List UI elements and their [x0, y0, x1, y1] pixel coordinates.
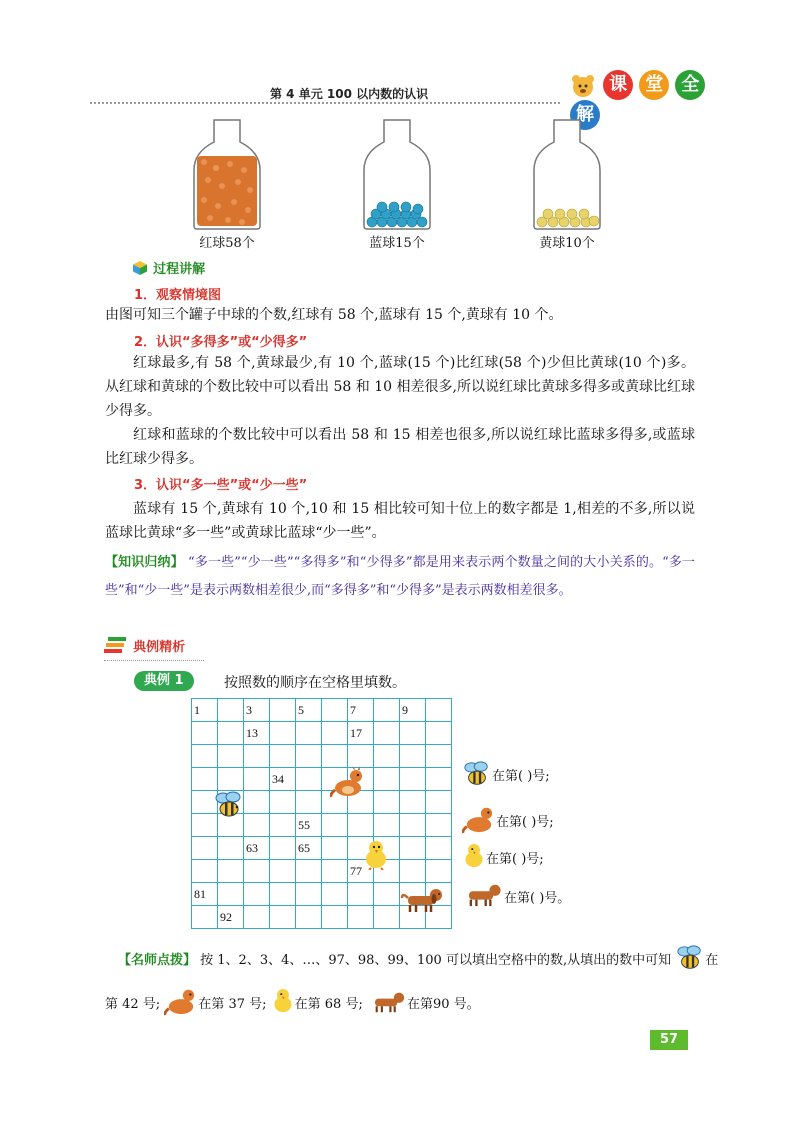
summary-text: “多一些”“少一些”“多得多”和“少得多”都是用来表示两个数量之间的大小关系的。“多一些”和“少一些”是表示两数相差很少,而“多得多”和“少得多”是表示两数相差很多。: [105, 555, 695, 598]
grid-cell: [322, 837, 348, 860]
dog-icon: [460, 882, 504, 908]
grid-cell: [270, 722, 296, 745]
grid-cell: 9: [400, 699, 426, 722]
grid-row: [192, 722, 452, 745]
grid-cell: [296, 860, 322, 883]
grid-cell: 63: [244, 837, 270, 860]
grid-cell: [374, 814, 400, 837]
grid-cell: [348, 745, 374, 768]
grid-row: [192, 699, 452, 722]
grid-cell: [426, 699, 452, 722]
grid-row: [192, 768, 452, 791]
grid-cell: 77: [348, 860, 374, 883]
step2-paragraph: 红球最多,有 58 个,黄球最少,有 10 个,蓝球(15 个)比红球(58 个)少但比黄球(10 个)多。从红球和黄球的个数比较中可以看出 58 和 10 相差很多,所以说红球比黄球多得多或黄球比红球少得多。: [105, 355, 695, 419]
grid-cell: [400, 860, 426, 883]
grid-cell: 34: [270, 768, 296, 791]
grid-cell: [400, 722, 426, 745]
grid-row: [192, 837, 452, 860]
grid-cell: [270, 791, 296, 814]
cube-icon: [132, 260, 148, 276]
tip-answers: [105, 986, 480, 1016]
grid-cell: [244, 906, 270, 929]
grid-cell: [218, 860, 244, 883]
grid-cell: [296, 791, 322, 814]
grid-cell: [296, 745, 322, 768]
grid-cell: [244, 745, 270, 768]
example-section-title: [104, 636, 264, 658]
grid-cell: [322, 722, 348, 745]
grid-cell: [244, 791, 270, 814]
grid-cell: [322, 814, 348, 837]
grid-cell: [296, 906, 322, 929]
process-heading: [132, 258, 205, 277]
grid-cell: [270, 837, 296, 860]
grid-cell: [244, 768, 270, 791]
grid-cell: 7: [348, 699, 374, 722]
grid-cell: [192, 837, 218, 860]
grid-cell: [218, 722, 244, 745]
grid-cell: [296, 722, 322, 745]
grid-cell: [270, 745, 296, 768]
grid-cell: [400, 814, 426, 837]
grid-cell: [400, 768, 426, 791]
bee-icon: [462, 760, 492, 788]
grid-cell: [374, 699, 400, 722]
grid-cell: [244, 814, 270, 837]
grid-cell: 17: [348, 722, 374, 745]
answer-chick: 在第 68 号;: [294, 997, 363, 1012]
grid-cell: [270, 814, 296, 837]
grid-cell: [218, 768, 244, 791]
jar-blue-balls: [362, 118, 432, 230]
step3-title: 3．认识“多一些”或“少一些”: [134, 478, 308, 493]
grid-cell: 55: [296, 814, 322, 837]
jar-red-balls: [192, 118, 262, 230]
example-heading: 典例精析: [133, 640, 186, 655]
question-kangaroo: [462, 804, 554, 834]
grid-cell: [322, 699, 348, 722]
grid-cell: [218, 883, 244, 906]
chick-icon: [462, 843, 486, 869]
kangaroo-icon: [462, 804, 496, 834]
grid-cell: [270, 883, 296, 906]
grid-cell: [374, 768, 400, 791]
bee-icon: [214, 790, 244, 820]
step1-text: 由图可知三个罐子中球的个数,红球有 58 个,蓝球有 15 个,黄球有 10 个。: [105, 307, 563, 323]
grid-cell: [322, 860, 348, 883]
jar-label: 红球58个: [199, 236, 255, 251]
example-instruction: 按照数的顺序在空格里填数。: [224, 675, 406, 691]
grid-cell: [348, 814, 374, 837]
answer-dog: 在第90 号。: [406, 997, 480, 1012]
brand-char: 课: [603, 70, 633, 100]
grid-cell: [296, 883, 322, 906]
question-bee: [462, 760, 550, 788]
grid-cell: [192, 906, 218, 929]
answer-kangaroo: 在第 37 号;: [198, 997, 267, 1012]
jar-label: 蓝球15个: [369, 236, 425, 251]
grid-cell: [218, 837, 244, 860]
grid-cell: [244, 860, 270, 883]
grid-cell: [426, 860, 452, 883]
grid-cell: [322, 883, 348, 906]
grid-cell: [374, 745, 400, 768]
example-badge: 典例 1: [134, 671, 194, 691]
stack-icon: [104, 636, 128, 654]
grid-cell: 5: [296, 699, 322, 722]
grid-cell: [348, 906, 374, 929]
kangaroo-icon: [164, 986, 198, 1016]
unit-title: 第 4 单元 100 以内数的认识: [270, 87, 429, 101]
grid-cell: [374, 906, 400, 929]
tip-tag: 【名师点拨】: [118, 953, 197, 968]
grid-row: [192, 860, 452, 883]
tip-text: 按 1、2、3、4、…、97、98、99、100 可以填出空格中的数,从填出的数中可知: [200, 953, 672, 968]
answer-bee: 第 42 号;: [105, 997, 161, 1012]
summary-tag: 【知识归纳】: [105, 555, 184, 570]
brand-char: 堂: [639, 70, 669, 100]
grid-cell: [374, 791, 400, 814]
bear-icon: [570, 73, 596, 99]
grid-row: [192, 745, 452, 768]
grid-cell: [192, 722, 218, 745]
grid-cell: 1: [192, 699, 218, 722]
chick-icon: [362, 840, 390, 870]
dog-icon: [367, 990, 407, 1014]
question-text: 在第( )号;: [496, 815, 554, 830]
grid-cell: [400, 745, 426, 768]
grid-cell: [374, 883, 400, 906]
grid-cell: 65: [296, 837, 322, 860]
step2-title: 2．认识“多得多”或“少得多”: [134, 335, 308, 350]
page-number: 57: [650, 1030, 688, 1050]
knowledge-summary: [105, 549, 695, 605]
question-text: 在第( )号。: [504, 891, 571, 906]
grid-cell: 92: [218, 906, 244, 929]
grid-cell: [400, 791, 426, 814]
grid-cell: [270, 860, 296, 883]
grid-cell: [426, 768, 452, 791]
brand-char: 全: [675, 70, 705, 100]
grid-cell: [192, 860, 218, 883]
grid-cell: [426, 745, 452, 768]
brand-char: 解: [570, 100, 600, 130]
grid-cell: [426, 837, 452, 860]
step2-paragraph: 红球和蓝球的个数比较中可以看出 58 和 15 相差也很多,所以说红球比蓝球多得多,或蓝球比红球少得多。: [105, 427, 695, 467]
bee-icon: [675, 944, 705, 972]
question-dog: [460, 882, 570, 908]
grid-cell: [218, 745, 244, 768]
step1-title: 1．观察情境图: [134, 288, 222, 303]
grid-cell: [296, 768, 322, 791]
brand-logo: [570, 70, 720, 125]
grid-cell: [348, 883, 374, 906]
grid-cell: [426, 814, 452, 837]
grid-cell: [244, 883, 270, 906]
jar-yellow-balls: [532, 118, 602, 230]
jar-label: 黄球10个: [539, 236, 595, 251]
step3-text: 蓝球有 15 个,黄球有 10 个,10 和 15 相比较可知十位上的数字都是 1,相差的不多,所以说蓝球比黄球“多一些”或黄球比蓝球“少一些”。: [105, 501, 695, 541]
grid-cell: 81: [192, 883, 218, 906]
chick-icon: [271, 988, 295, 1014]
example-divider: [104, 660, 204, 661]
question-text: 在第( )号;: [486, 852, 544, 867]
dog-icon: [400, 886, 444, 914]
grid-cell: [322, 906, 348, 929]
process-title: 过程讲解: [153, 262, 206, 277]
grid-cell: [218, 699, 244, 722]
question-chick: [462, 843, 544, 869]
grid-cell: [192, 745, 218, 768]
grid-cell: 13: [244, 722, 270, 745]
tip-text-end: 在: [705, 953, 719, 968]
grid-cell: 3: [244, 699, 270, 722]
header-divider: [90, 102, 560, 104]
grid-cell: [270, 699, 296, 722]
question-text: 在第( )号;: [492, 769, 550, 784]
grid-cell: [426, 722, 452, 745]
grid-cell: [192, 768, 218, 791]
kangaroo-icon: [330, 766, 366, 798]
teacher-tip: [118, 944, 718, 972]
grid-cell: [374, 722, 400, 745]
grid-cell: [400, 837, 426, 860]
grid-cell: [270, 906, 296, 929]
grid-cell: [322, 745, 348, 768]
grid-cell: [426, 791, 452, 814]
